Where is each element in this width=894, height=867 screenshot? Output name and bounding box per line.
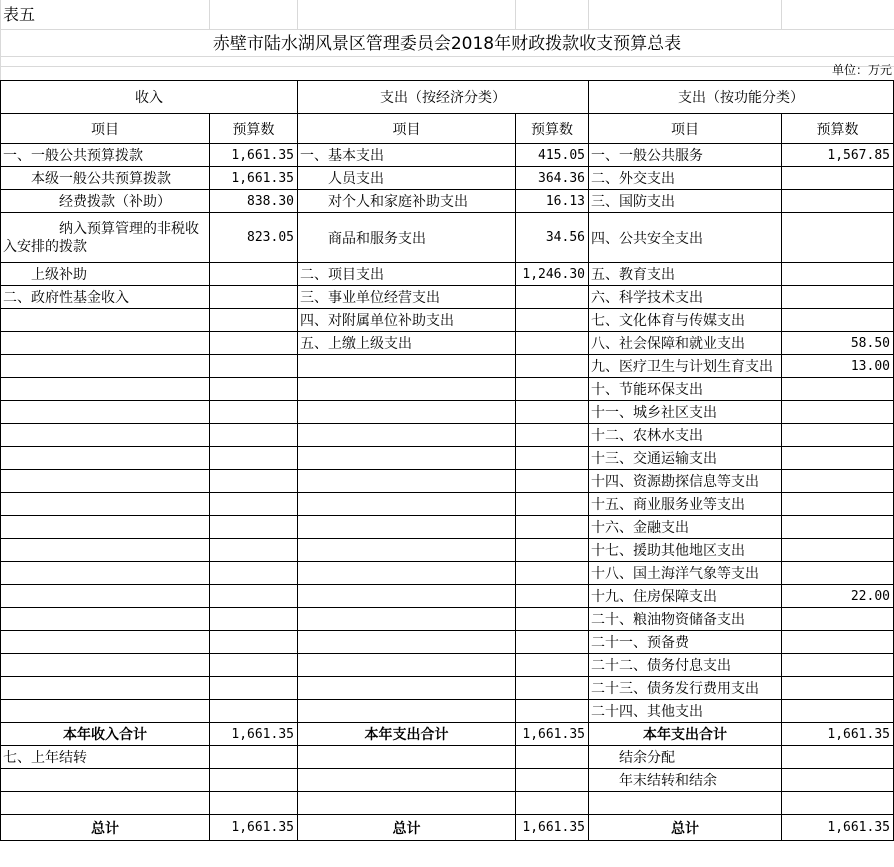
item-cell: [1, 355, 210, 378]
budget-cell: [516, 516, 589, 539]
item-cell: 对个人和家庭补助支出: [298, 190, 516, 213]
budget-cell: 13.00: [782, 355, 894, 378]
section-header-row: [1, 81, 894, 114]
item-cell: 十八、国土海洋气象等支出: [589, 562, 782, 585]
budget-cell: [782, 677, 894, 700]
item-cell: 纳入预算管理的非税收入安排的拨款: [1, 213, 210, 263]
budget-cell: [210, 700, 298, 723]
item-cell: 十七、援助其他地区支出: [589, 539, 782, 562]
budget-cell: [516, 309, 589, 332]
budget-cell: [210, 746, 298, 769]
table-row: [1, 332, 894, 355]
budget-cell: [210, 286, 298, 309]
budget-cell: [516, 631, 589, 654]
item-cell: [298, 447, 516, 470]
item-cell: [298, 677, 516, 700]
budget-cell: [210, 332, 298, 355]
item-cell: [1, 700, 210, 723]
budget-cell: 1,661.35: [210, 723, 298, 746]
item-cell: [589, 792, 782, 815]
col-header-item: 项目: [1, 114, 210, 144]
item-cell: 总计: [589, 815, 782, 841]
item-cell: [1, 470, 210, 493]
gridline: [515, 0, 516, 29]
item-cell: 一、一般公共预算拨款: [1, 144, 210, 167]
item-cell: 六、科学技术支出: [589, 286, 782, 309]
item-cell: 三、国防支出: [589, 190, 782, 213]
column-header-row: [1, 114, 894, 144]
table-row: [1, 401, 894, 424]
unit-label: 单位：万元: [831, 63, 892, 77]
item-cell: [298, 746, 516, 769]
budget-cell: [516, 562, 589, 585]
gridline: [781, 0, 782, 29]
gridline: [0, 56, 894, 57]
item-cell: 九、医疗卫生与计划生育支出: [589, 355, 782, 378]
item-cell: 总计: [1, 815, 210, 841]
budget-cell: [782, 631, 894, 654]
budget-cell: 34.56: [516, 213, 589, 263]
item-cell: 二、项目支出: [298, 263, 516, 286]
item-cell: [298, 493, 516, 516]
table-row: [1, 585, 894, 608]
item-cell: 二十二、债务付息支出: [589, 654, 782, 677]
budget-cell: [210, 309, 298, 332]
item-cell: [298, 792, 516, 815]
budget-cell: [782, 792, 894, 815]
budget-cell: 1,661.35: [210, 815, 298, 841]
budget-cell: [516, 470, 589, 493]
table-row: [1, 539, 894, 562]
item-cell: [298, 539, 516, 562]
budget-cell: 1,661.35: [516, 815, 589, 841]
item-cell: [298, 516, 516, 539]
col-header-item: 项目: [589, 114, 782, 144]
budget-cell: [516, 769, 589, 792]
col-header-budget: 预算数: [516, 114, 589, 144]
sheet-label: 表五: [3, 5, 36, 24]
budget-cell: [210, 263, 298, 286]
item-cell: 一、基本支出: [298, 144, 516, 167]
col-header-item: 项目: [298, 114, 516, 144]
budget-cell: [210, 585, 298, 608]
item-cell: 八、社会保障和就业支出: [589, 332, 782, 355]
item-cell: 十五、商业服务业等支出: [589, 493, 782, 516]
item-cell: [1, 378, 210, 401]
budget-cell: [782, 769, 894, 792]
item-cell: 十一、城乡社区支出: [589, 401, 782, 424]
budget-cell: 1,661.35: [782, 815, 894, 841]
item-cell: 二十、粮油物资储备支出: [589, 608, 782, 631]
budget-cell: [782, 286, 894, 309]
budget-cell: 1,567.85: [782, 144, 894, 167]
item-cell: 十二、农林水支出: [589, 424, 782, 447]
budget-cell: [516, 677, 589, 700]
budget-cell: [516, 401, 589, 424]
budget-cell: [210, 539, 298, 562]
budget-cell: [782, 447, 894, 470]
table-row: [1, 355, 894, 378]
table-row: [1, 470, 894, 493]
item-cell: [298, 654, 516, 677]
budget-cell: [210, 493, 298, 516]
budget-cell: [210, 677, 298, 700]
budget-cell: [782, 190, 894, 213]
table-row: [1, 608, 894, 631]
budget-cell: [516, 378, 589, 401]
budget-cell: 1,246.30: [516, 263, 589, 286]
item-cell: 人员支出: [298, 167, 516, 190]
budget-cell: 1,661.35: [210, 167, 298, 190]
item-cell: [1, 332, 210, 355]
table-row: [1, 493, 894, 516]
item-cell: 七、文化体育与传媒支出: [589, 309, 782, 332]
item-cell: 本年支出合计: [298, 723, 516, 746]
budget-cell: 22.00: [782, 585, 894, 608]
budget-cell: [516, 746, 589, 769]
item-cell: 二、外交支出: [589, 167, 782, 190]
item-cell: [1, 677, 210, 700]
budget-cell: [210, 355, 298, 378]
item-cell: 经费拨款（补助）: [1, 190, 210, 213]
budget-cell: [782, 470, 894, 493]
item-cell: 结余分配: [589, 746, 782, 769]
budget-cell: [782, 654, 894, 677]
budget-cell: 823.05: [210, 213, 298, 263]
item-cell: [1, 562, 210, 585]
item-cell: [1, 424, 210, 447]
item-cell: 二十四、其他支出: [589, 700, 782, 723]
item-cell: [298, 470, 516, 493]
table-row: [1, 167, 894, 190]
budget-cell: [782, 746, 894, 769]
item-cell: 二、政府性基金收入: [1, 286, 210, 309]
budget-cell: [782, 213, 894, 263]
budget-cell: [210, 401, 298, 424]
table-row: [1, 144, 894, 167]
gridline: [0, 66, 894, 67]
budget-cell: 1,661.35: [782, 723, 894, 746]
budget-cell: 1,661.35: [516, 723, 589, 746]
table-row: [1, 769, 894, 792]
gridline: [0, 29, 894, 30]
table-row: [1, 263, 894, 286]
budget-cell: [210, 769, 298, 792]
budget-cell: [516, 539, 589, 562]
budget-cell: [210, 447, 298, 470]
item-cell: [1, 493, 210, 516]
budget-cell: [210, 516, 298, 539]
table-row: [1, 562, 894, 585]
item-cell: [1, 539, 210, 562]
budget-cell: [516, 332, 589, 355]
budget-cell: 415.05: [516, 144, 589, 167]
table-row: [1, 190, 894, 213]
budget-cell: [782, 167, 894, 190]
item-cell: [1, 654, 210, 677]
gridline: [588, 0, 589, 29]
item-cell: [1, 516, 210, 539]
budget-table: [0, 80, 894, 841]
item-cell: 上级补助: [1, 263, 210, 286]
budget-cell: [516, 792, 589, 815]
item-cell: 总计: [298, 815, 516, 841]
gridline: [209, 0, 210, 29]
budget-cell: [782, 562, 894, 585]
item-cell: 三、事业单位经营支出: [298, 286, 516, 309]
table-title: 赤壁市陆水湖风景区管理委员会2018年财政拨款收支预算总表: [212, 34, 682, 54]
budget-cell: [210, 792, 298, 815]
budget-cell: [782, 263, 894, 286]
budget-cell: [516, 608, 589, 631]
section-expense-econ: 支出（按经济分类）: [298, 81, 589, 114]
item-cell: 四、公共安全支出: [589, 213, 782, 263]
gridline: [297, 0, 298, 29]
budget-cell: [516, 447, 589, 470]
budget-cell: [782, 493, 894, 516]
budget-cell: [782, 424, 894, 447]
budget-cell: 364.36: [516, 167, 589, 190]
item-cell: [298, 355, 516, 378]
budget-cell: [516, 424, 589, 447]
budget-cell: [782, 608, 894, 631]
budget-cell: [516, 286, 589, 309]
item-cell: [1, 447, 210, 470]
table-row: [1, 309, 894, 332]
budget-cell: [516, 654, 589, 677]
budget-cell: [516, 355, 589, 378]
item-cell: 一、一般公共服务: [589, 144, 782, 167]
budget-cell: [210, 470, 298, 493]
item-cell: 十、节能环保支出: [589, 378, 782, 401]
budget-cell: 58.50: [782, 332, 894, 355]
budget-cell: [782, 309, 894, 332]
budget-cell: [782, 401, 894, 424]
table-row: [1, 654, 894, 677]
table-row: [1, 677, 894, 700]
table-row: [1, 213, 894, 263]
grand-total-row: [1, 815, 894, 841]
budget-cell: 838.30: [210, 190, 298, 213]
item-cell: 二十三、债务发行费用支出: [589, 677, 782, 700]
budget-cell: [210, 378, 298, 401]
table-row: [1, 700, 894, 723]
section-income: 收入: [1, 81, 298, 114]
budget-cell: [782, 378, 894, 401]
budget-cell: [516, 700, 589, 723]
item-cell: 四、对附属单位补助支出: [298, 309, 516, 332]
item-cell: 十三、交通运输支出: [589, 447, 782, 470]
budget-cell: [210, 654, 298, 677]
budget-cell: [782, 539, 894, 562]
item-cell: 十六、金融支出: [589, 516, 782, 539]
item-cell: 十四、资源勘探信息等支出: [589, 470, 782, 493]
budget-cell: [516, 493, 589, 516]
table-row: [1, 447, 894, 470]
item-cell: 十九、住房保障支出: [589, 585, 782, 608]
budget-cell: 16.13: [516, 190, 589, 213]
item-cell: [298, 769, 516, 792]
table-row: [1, 378, 894, 401]
totals-row: [1, 723, 894, 746]
table-row: [1, 286, 894, 309]
item-cell: 本级一般公共预算拨款: [1, 167, 210, 190]
item-cell: 五、教育支出: [589, 263, 782, 286]
section-expense-func: 支出（按功能分类）: [589, 81, 894, 114]
budget-cell: 1,661.35: [210, 144, 298, 167]
budget-cell: [782, 700, 894, 723]
item-cell: [1, 631, 210, 654]
item-cell: [1, 401, 210, 424]
item-cell: 二十一、预备费: [589, 631, 782, 654]
budget-cell: [210, 562, 298, 585]
budget-cell: [210, 424, 298, 447]
budget-cell: [516, 585, 589, 608]
table-row: [1, 424, 894, 447]
item-cell: 本年支出合计: [589, 723, 782, 746]
item-cell: 年末结转和结余: [589, 769, 782, 792]
item-cell: [298, 562, 516, 585]
item-cell: [1, 309, 210, 332]
table-row: [1, 516, 894, 539]
item-cell: [298, 585, 516, 608]
budget-cell: [210, 631, 298, 654]
item-cell: 本年收入合计: [1, 723, 210, 746]
item-cell: [298, 700, 516, 723]
budget-cell: [782, 516, 894, 539]
item-cell: [298, 401, 516, 424]
item-cell: [298, 631, 516, 654]
item-cell: [298, 424, 516, 447]
col-header-budget: 预算数: [210, 114, 298, 144]
item-cell: [1, 792, 210, 815]
item-cell: 七、上年结转: [1, 746, 210, 769]
table-row: [1, 631, 894, 654]
budget-cell: [210, 608, 298, 631]
item-cell: [298, 378, 516, 401]
item-cell: [1, 769, 210, 792]
item-cell: 商品和服务支出: [298, 213, 516, 263]
item-cell: [1, 585, 210, 608]
table-row: [1, 746, 894, 769]
item-cell: [298, 608, 516, 631]
col-header-budget: 预算数: [782, 114, 894, 144]
item-cell: [1, 608, 210, 631]
table-row: [1, 792, 894, 815]
item-cell: 五、上缴上级支出: [298, 332, 516, 355]
